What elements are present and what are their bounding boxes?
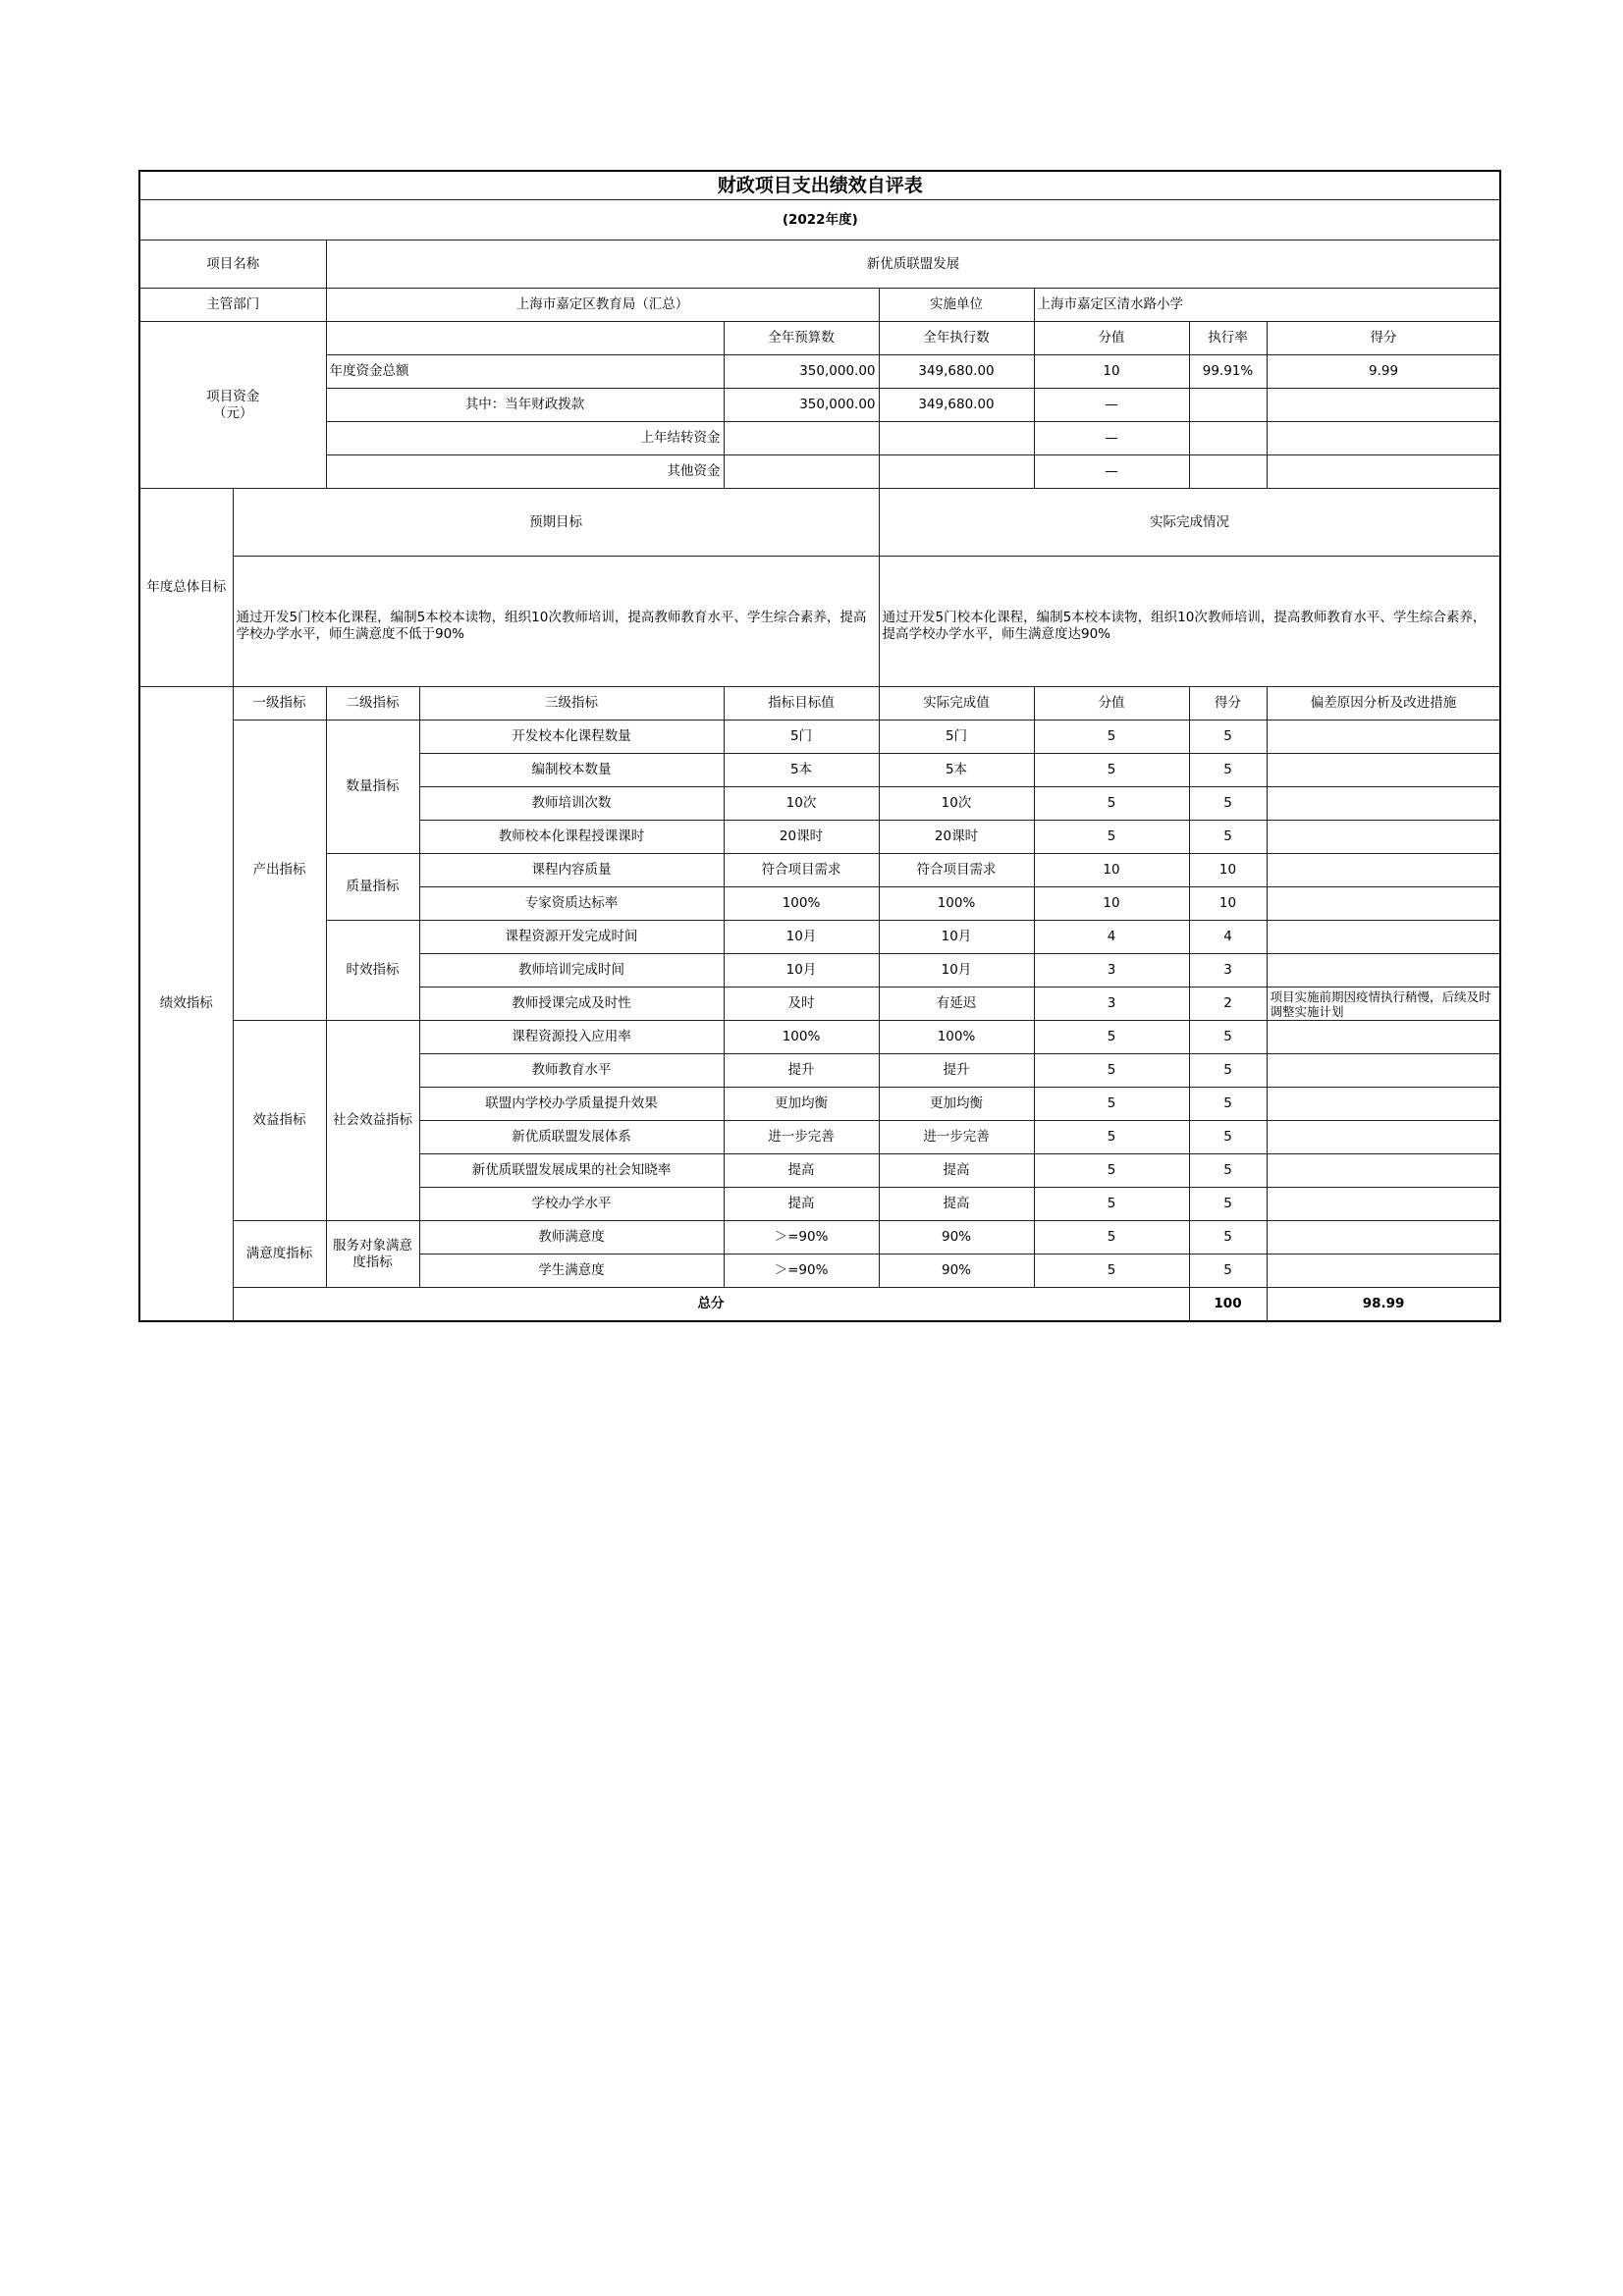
level1-satisfaction: 满意度指标 — [233, 1221, 326, 1288]
indicator-value: 5 — [1034, 1154, 1189, 1188]
indicator-actual: 进一步完善 — [879, 1121, 1034, 1154]
indicator-note: 项目实施前期因疫情执行稍慢，后续及时调整实施计划 — [1267, 988, 1500, 1021]
indicator-target: ＞=90% — [724, 1255, 879, 1288]
indicator-actual: 提高 — [879, 1188, 1034, 1221]
indicator-value: 5 — [1034, 787, 1189, 821]
self-evaluation-sheet — [138, 170, 1499, 1322]
funds-label-text: 项目资金 （元） — [206, 388, 260, 421]
indicator-target: 10月 — [724, 954, 879, 988]
indicator-value: 5 — [1034, 721, 1189, 754]
indicator-value: 5 — [1034, 1188, 1189, 1221]
funds-executed: 349,680.00 — [879, 389, 1034, 422]
indicator-actual: 5门 — [879, 721, 1034, 754]
indicator-actual: 10月 — [879, 954, 1034, 988]
indicator-value: 4 — [1034, 921, 1189, 954]
funds-header-rate: 执行率 — [1189, 322, 1267, 355]
indicator-value: 10 — [1034, 854, 1189, 887]
funds-score — [1267, 389, 1500, 422]
indicator-name: 教师培训完成时间 — [419, 954, 724, 988]
indicator-score: 5 — [1189, 721, 1267, 754]
indicator-score: 5 — [1189, 1054, 1267, 1088]
indicator-actual: 有延迟 — [879, 988, 1034, 1021]
funds-header-blank — [326, 322, 724, 355]
indicator-target: 更加均衡 — [724, 1088, 879, 1121]
indicator-target: 符合项目需求 — [724, 854, 879, 887]
funds-rate — [1189, 455, 1267, 489]
total-value: 100 — [1189, 1288, 1267, 1322]
indicator-target: ＞=90% — [724, 1221, 879, 1255]
unit-value: 上海市嘉定区清水路小学 — [1034, 289, 1500, 322]
evaluation-table — [138, 170, 1501, 1322]
indicator-actual: 提高 — [879, 1154, 1034, 1188]
indicator-target: 10月 — [724, 921, 879, 954]
indicator-note — [1267, 821, 1500, 854]
level2-social-benefit: 社会效益指标 — [326, 1021, 419, 1221]
indicator-actual: 提升 — [879, 1054, 1034, 1088]
table-title: 财政项目支出绩效自评表 — [139, 171, 1500, 200]
indicator-actual: 5本 — [879, 754, 1034, 787]
funds-row-label: 上年结转资金 — [326, 422, 724, 455]
indicator-value: 3 — [1034, 988, 1189, 1021]
indicator-note — [1267, 721, 1500, 754]
indicator-target: 20课时 — [724, 821, 879, 854]
funds-executed — [879, 422, 1034, 455]
level2-quantity: 数量指标 — [326, 721, 419, 854]
funds-label — [139, 322, 326, 489]
table-subtitle: (2022年度) — [139, 200, 1500, 240]
indicator-actual: 10月 — [879, 921, 1034, 954]
funds-header-budget: 全年预算数 — [724, 322, 879, 355]
performance-label: 绩效指标 — [139, 687, 233, 1322]
goals-expected-header: 预期目标 — [233, 489, 879, 557]
indicator-name: 课程资源开发完成时间 — [419, 921, 724, 954]
indicator-value: 5 — [1034, 1121, 1189, 1154]
indicator-target: 提高 — [724, 1154, 879, 1188]
perf-header-level2: 二级指标 — [326, 687, 419, 721]
perf-header-level1: 一级指标 — [233, 687, 326, 721]
indicator-note — [1267, 787, 1500, 821]
funds-budget: 350,000.00 — [724, 355, 879, 389]
goals-actual-header: 实际完成情况 — [879, 489, 1500, 557]
indicator-name: 学校办学水平 — [419, 1188, 724, 1221]
indicator-name: 新优质联盟发展成果的社会知晓率 — [419, 1154, 724, 1188]
indicator-name: 教师教育水平 — [419, 1054, 724, 1088]
funds-score-value: — — [1034, 389, 1189, 422]
indicator-name: 教师校本化课程授课课时 — [419, 821, 724, 854]
indicator-name: 教师培训次数 — [419, 787, 724, 821]
funds-score-value: — — [1034, 422, 1189, 455]
indicator-value: 5 — [1034, 754, 1189, 787]
indicator-value: 3 — [1034, 954, 1189, 988]
indicator-name: 专家资质达标率 — [419, 887, 724, 921]
funds-score: 9.99 — [1267, 355, 1500, 389]
indicator-score: 5 — [1189, 1121, 1267, 1154]
indicator-score: 5 — [1189, 1255, 1267, 1288]
indicator-name: 学生满意度 — [419, 1255, 724, 1288]
funds-rate — [1189, 422, 1267, 455]
funds-score — [1267, 455, 1500, 489]
goals-actual-text: 通过开发5门校本化课程，编制5本校本读物，组织10次教师培训，提高教师教育水平、学生综合素养，提高学校办学水平，师生满意度达90% — [879, 557, 1500, 687]
indicator-note — [1267, 1188, 1500, 1221]
funds-row-label: 其中：当年财政拨款 — [326, 389, 724, 422]
funds-header-score-value: 分值 — [1034, 322, 1189, 355]
indicator-actual: 90% — [879, 1255, 1034, 1288]
indicator-note — [1267, 1221, 1500, 1255]
indicator-name: 课程资源投入应用率 — [419, 1021, 724, 1054]
level2-timeliness: 时效指标 — [326, 921, 419, 1021]
indicator-score: 5 — [1189, 754, 1267, 787]
indicator-note — [1267, 854, 1500, 887]
indicator-actual: 100% — [879, 1021, 1034, 1054]
perf-header-level3: 三级指标 — [419, 687, 724, 721]
indicator-target: 10次 — [724, 787, 879, 821]
indicator-target: 100% — [724, 887, 879, 921]
funds-rate — [1189, 389, 1267, 422]
level1-output: 产出指标 — [233, 721, 326, 1021]
total-label: 总分 — [233, 1288, 1189, 1322]
indicator-actual: 20课时 — [879, 821, 1034, 854]
indicator-name: 联盟内学校办学质量提升效果 — [419, 1088, 724, 1121]
goals-label: 年度总体目标 — [139, 489, 233, 687]
total-score: 98.99 — [1267, 1288, 1500, 1322]
indicator-value: 10 — [1034, 887, 1189, 921]
project-name-value: 新优质联盟发展 — [326, 240, 1500, 289]
indicator-note — [1267, 1021, 1500, 1054]
indicator-score: 10 — [1189, 887, 1267, 921]
indicator-note — [1267, 887, 1500, 921]
indicator-target: 5本 — [724, 754, 879, 787]
indicator-name: 课程内容质量 — [419, 854, 724, 887]
indicator-name: 新优质联盟发展体系 — [419, 1121, 724, 1154]
level2-quality: 质量指标 — [326, 854, 419, 921]
indicator-value: 5 — [1034, 1088, 1189, 1121]
perf-header-actual: 实际完成值 — [879, 687, 1034, 721]
indicator-value: 5 — [1034, 1255, 1189, 1288]
indicator-score: 5 — [1189, 1154, 1267, 1188]
indicator-score: 5 — [1189, 821, 1267, 854]
indicator-value: 5 — [1034, 1021, 1189, 1054]
perf-header-note: 偏差原因分析及改进措施 — [1267, 687, 1500, 721]
indicator-actual: 90% — [879, 1221, 1034, 1255]
indicator-note — [1267, 1154, 1500, 1188]
indicator-note — [1267, 1255, 1500, 1288]
funds-header-executed: 全年执行数 — [879, 322, 1034, 355]
funds-row-label: 年度资金总额 — [326, 355, 724, 389]
indicator-name: 编制校本数量 — [419, 754, 724, 787]
funds-score-value: 10 — [1034, 355, 1189, 389]
funds-rate: 99.91% — [1189, 355, 1267, 389]
indicator-target: 进一步完善 — [724, 1121, 879, 1154]
indicator-score: 3 — [1189, 954, 1267, 988]
indicator-note — [1267, 921, 1500, 954]
funds-score — [1267, 422, 1500, 455]
unit-label: 实施单位 — [879, 289, 1034, 322]
funds-budget — [724, 422, 879, 455]
indicator-target: 5门 — [724, 721, 879, 754]
indicator-note — [1267, 1054, 1500, 1088]
indicator-score: 5 — [1189, 1188, 1267, 1221]
indicator-score: 5 — [1189, 787, 1267, 821]
indicator-score: 5 — [1189, 1221, 1267, 1255]
dept-label: 主管部门 — [139, 289, 326, 322]
indicator-target: 提高 — [724, 1188, 879, 1221]
funds-header-score: 得分 — [1267, 322, 1500, 355]
funds-score-value: — — [1034, 455, 1189, 489]
funds-budget — [724, 455, 879, 489]
indicator-target: 及时 — [724, 988, 879, 1021]
indicator-name: 教师满意度 — [419, 1221, 724, 1255]
indicator-score: 5 — [1189, 1021, 1267, 1054]
indicator-note — [1267, 1088, 1500, 1121]
funds-row-label: 其他资金 — [326, 455, 724, 489]
indicator-target: 提升 — [724, 1054, 879, 1088]
indicator-name: 教师授课完成及时性 — [419, 988, 724, 1021]
indicator-score: 2 — [1189, 988, 1267, 1021]
indicator-value: 5 — [1034, 821, 1189, 854]
indicator-score: 4 — [1189, 921, 1267, 954]
funds-budget: 350,000.00 — [724, 389, 879, 422]
project-name-label: 项目名称 — [139, 240, 326, 289]
indicator-note — [1267, 754, 1500, 787]
perf-header-value: 分值 — [1034, 687, 1189, 721]
indicator-value: 5 — [1034, 1054, 1189, 1088]
indicator-actual: 100% — [879, 887, 1034, 921]
indicator-value: 5 — [1034, 1221, 1189, 1255]
funds-executed: 349,680.00 — [879, 355, 1034, 389]
level1-benefit: 效益指标 — [233, 1021, 326, 1221]
indicator-note — [1267, 1121, 1500, 1154]
level2-service-satisfaction: 服务对象满意度指标 — [326, 1221, 419, 1288]
indicator-score: 10 — [1189, 854, 1267, 887]
indicator-actual: 10次 — [879, 787, 1034, 821]
perf-header-target: 指标目标值 — [724, 687, 879, 721]
goals-expected-text: 通过开发5门校本化课程，编制5本校本读物，组织10次教师培训，提高教师教育水平、学生综合素养，提高学校办学水平，师生满意度不低于90% — [233, 557, 879, 687]
perf-header-score: 得分 — [1189, 687, 1267, 721]
funds-executed — [879, 455, 1034, 489]
indicator-score: 5 — [1189, 1088, 1267, 1121]
indicator-target: 100% — [724, 1021, 879, 1054]
indicator-actual: 符合项目需求 — [879, 854, 1034, 887]
indicator-name: 开发校本化课程数量 — [419, 721, 724, 754]
dept-value: 上海市嘉定区教育局（汇总） — [326, 289, 879, 322]
indicator-actual: 更加均衡 — [879, 1088, 1034, 1121]
indicator-note — [1267, 954, 1500, 988]
